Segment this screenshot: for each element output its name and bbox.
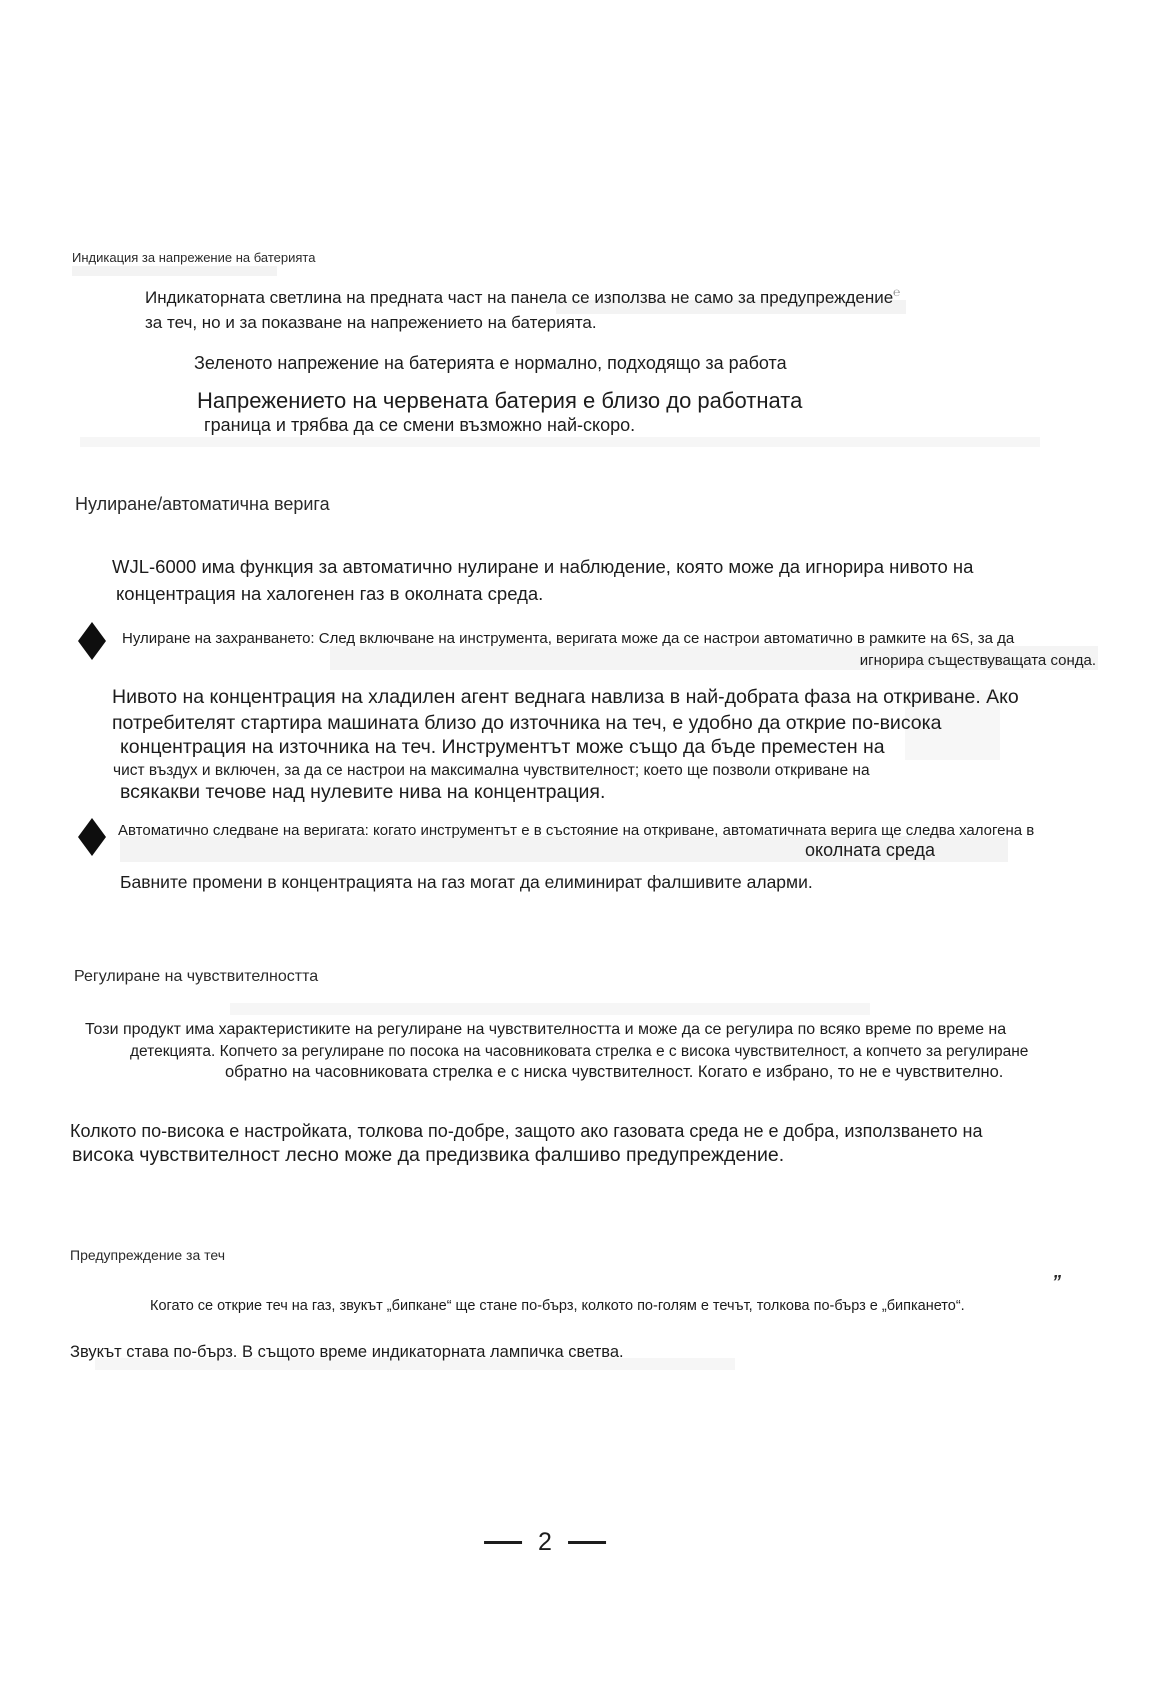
leak-para-line-1: Когато се открие теч на газ, звукът „бипкане“ ще стане по-бърз, колкото по-голям е течът, толкова по-бърз е „бипкането“. [150, 1298, 965, 1314]
reset-closing-line: Бавните промени в концентрацията на газ могат да елиминират фалшивите аларми. [120, 872, 813, 892]
auto-circuit-bullet-line-1: Автоматично следване на веригата: когато инструментът е в състояние на откриване, автоматичната верига ще следва халогена в [118, 822, 1035, 839]
diamond-bullet-icon [78, 818, 106, 856]
footer-dash [568, 1541, 606, 1544]
power-reset-bullet-line-2: игнорира съществуващата сонда. [859, 652, 1096, 669]
reset-intro-line-1: WJL-6000 има функция за автоматично нулиране и наблюдение, която може да игнорира нивото на [112, 556, 974, 577]
leak-para-line-2: Звукът става по-бърз. В същото време индикаторната лампичка светва. [70, 1343, 624, 1361]
battery-red-line-2: граница и трябва да се смени възможно най-скоро. [204, 415, 636, 435]
battery-section-heading: Индикация за напрежение на батерията [72, 250, 316, 265]
reset-section-heading: Нулиране/автоматична верига [75, 494, 330, 514]
leak-section-heading: Предупреждение за теч [70, 1247, 226, 1263]
reset-intro-line-2: концентрация на халогенен газ в околната среда. [116, 583, 544, 604]
footer-dash [484, 1541, 522, 1544]
sensitivity-para2-line-2: висока чувствителност лесно може да предизвика фалшиво предупреждение. [72, 1144, 785, 1166]
battery-intro-line-1: Индикаторната светлина на предната част на панела се използва не само за предупреждение [145, 288, 894, 307]
reset-body-line-2: потребителят стартира машината близо до източника на теч, е удобно да открие по-висока [112, 712, 942, 734]
auto-circuit-bullet-line-2: околната среда [805, 840, 935, 860]
power-reset-bullet-line-1: Нулиране на захранването: След включване на инструмента, веригата може да се настрои автоматично в рамките на 6S, за да [122, 630, 1015, 647]
sensitivity-para1-line-1: Този продукт има характеристиките на регулиране на чувствителността и може да се регулира по всяко време по време на [85, 1021, 1007, 1038]
battery-green-line: Зеленото напрежение на батерията е нормално, подходящо за работа [194, 353, 787, 373]
sensitivity-para1-line-3: обратно на часовниковата стрелка е с ниска чувствителност. Когато е избрано, то не е чувствително. [225, 1063, 1004, 1081]
reset-body-line-1: Нивото на концентрация на хладилен агент веднага навлиза в най-добрата фаза на откриване. Ако [112, 686, 1019, 708]
reset-body-line-5: всякакви течове над нулевите нива на концентрация. [120, 781, 606, 803]
diamond-bullet-icon [78, 622, 106, 660]
reset-body-line-4: чист въздух и включен, за да се настрои на максимална чувствителност; което ще позволи откриване на [113, 762, 870, 779]
sensitivity-para1-line-2: детекцията. Копчето за регулиране по посока на часовниковата стрелка е с висока чувствителност, а копчето за регулиране [130, 1043, 1029, 1060]
battery-red-line-1: Напрежението на червената батерия е близо до работната [197, 388, 803, 413]
scan-artifact [230, 1003, 870, 1015]
sensitivity-section-heading: Регулиране на чувствителността [74, 968, 319, 985]
stray-mark: ℮ [893, 285, 901, 299]
reset-body-line-3: концентрация на източника на теч. Инструментът може също да бъде преместен на [120, 736, 885, 758]
battery-intro-line-2: за теч, но и за показване на напрежението на батерията. [145, 313, 597, 332]
footer-page-number: 2 [538, 1528, 552, 1556]
sensitivity-para2-line-1: Колкото по-висока е настройката, толкова по-добре, защото ако газовата среда не е добра, използването на [70, 1121, 983, 1141]
scan-artifact [80, 437, 1040, 447]
stray-quote-mark: ” [1052, 1272, 1061, 1292]
page-footer [484, 1528, 606, 1557]
scan-artifact [72, 266, 277, 276]
